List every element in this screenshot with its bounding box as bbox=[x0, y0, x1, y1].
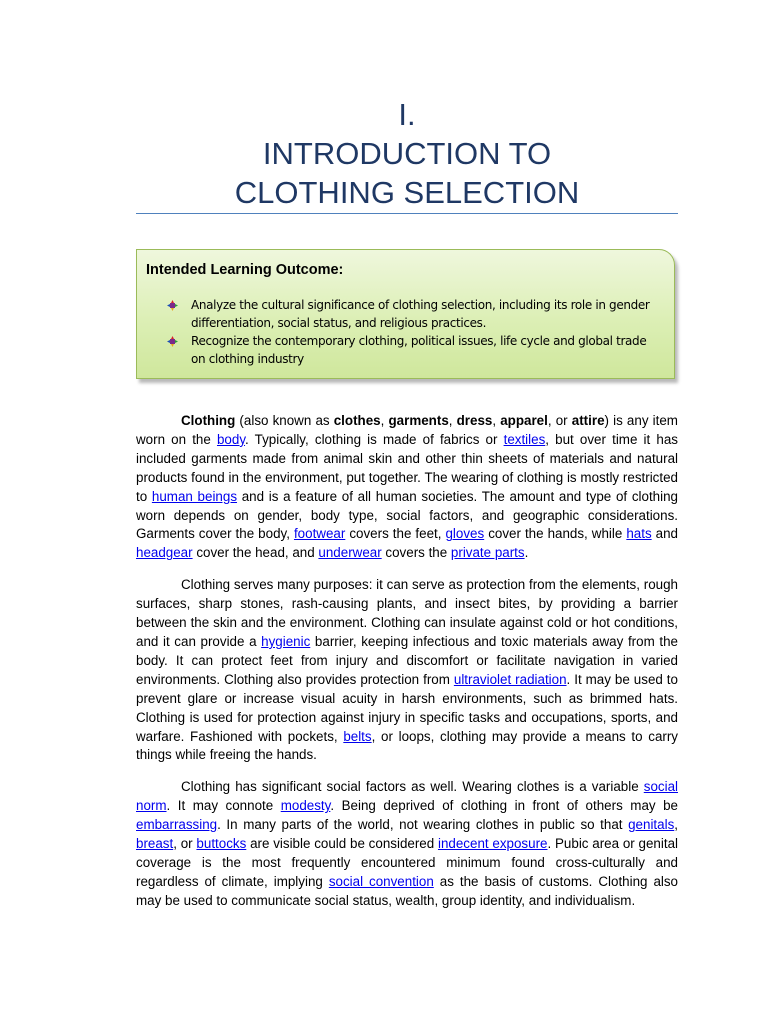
paragraph-definition bbox=[136, 412, 678, 563]
term-dress: dress bbox=[456, 413, 493, 428]
learning-outcome-heading: Intended Learning Outcome: bbox=[146, 262, 344, 278]
link-hygienic[interactable]: hygienic bbox=[261, 633, 311, 649]
title-divider bbox=[136, 213, 678, 214]
text: . Typically, clothing is made of fabrics or bbox=[245, 431, 504, 447]
text: and bbox=[651, 526, 678, 542]
link-social-norm[interactable]: social norm bbox=[136, 779, 678, 814]
text: (also known as bbox=[235, 413, 334, 428]
link-breast[interactable]: breast bbox=[136, 836, 174, 852]
term-garments: garments bbox=[388, 413, 449, 428]
arrow-bullet-icon bbox=[167, 336, 178, 347]
text: , bbox=[380, 413, 389, 428]
term-apparel: apparel bbox=[500, 413, 548, 428]
text: cover the hands, while bbox=[484, 526, 627, 542]
text: cover the head, and bbox=[192, 545, 319, 561]
link-human-beings[interactable]: human beings bbox=[151, 488, 238, 504]
term-clothing: Clothing bbox=[181, 413, 236, 428]
term-clothes: clothes bbox=[333, 413, 381, 428]
chapter-title-line-2: CLOTHING SELECTION bbox=[234, 175, 580, 210]
link-belts[interactable]: belts bbox=[343, 728, 372, 744]
body-text bbox=[136, 412, 678, 924]
link-private-parts[interactable]: private parts bbox=[450, 545, 525, 561]
link-body[interactable]: body bbox=[216, 431, 246, 447]
text: barrier, keeping infectious and toxic materials away from the body. It can protect feet from injury and discomfort or facilitate navigation in varied environments. Clothing also provides protection from bbox=[136, 633, 678, 687]
text: . Pubic area or genital coverage is the most frequently encountered minimum found cross-culturally and regardless of climate, implying bbox=[136, 836, 678, 889]
paragraph-social-factors bbox=[136, 778, 678, 910]
text: , or bbox=[547, 413, 572, 428]
link-hats[interactable]: hats bbox=[626, 526, 652, 542]
text: , bbox=[492, 413, 501, 428]
link-genitals[interactable]: genitals bbox=[628, 817, 675, 833]
chapter-number: I. bbox=[398, 97, 416, 132]
link-gloves[interactable]: gloves bbox=[445, 526, 485, 542]
text: Clothing has significant social factors as well. Wearing clothes is a variable bbox=[181, 779, 644, 795]
text: covers the bbox=[381, 545, 451, 561]
learning-outcome-item bbox=[167, 296, 663, 332]
text: . Being deprived of clothing in front of others may be bbox=[330, 798, 678, 814]
text: , bbox=[448, 413, 457, 428]
text: ) is any item worn on the bbox=[136, 413, 678, 447]
text: , but over time it has included garments made from animal skin and other thin sheets of materials and natural products found in the environment, put together. The wearing of clothing is mostly restricted to bbox=[136, 431, 678, 504]
chapter-title-line-1: INTRODUCTION TO bbox=[262, 136, 552, 171]
arrow-bullet-icon bbox=[167, 300, 178, 311]
link-footwear[interactable]: footwear bbox=[293, 526, 346, 542]
link-buttocks[interactable]: buttocks bbox=[196, 836, 247, 852]
paragraph-purposes bbox=[136, 576, 678, 765]
text: are visible could be considered bbox=[246, 836, 438, 852]
text: . It may be used to prevent glare or increase visual acuity in harsh environments, such as brimmed hats. Clothing is used for protection against injury in specific tasks and occupations, sports, and warfare. Fashioned with pockets, bbox=[136, 671, 678, 744]
link-indecent-exposure[interactable]: indecent exposure bbox=[437, 836, 548, 852]
text: covers the feet, bbox=[345, 526, 446, 542]
learning-outcome-text: Analyze the cultural significance of clothing selection, including its role in gender differentiation, social status, and religious practices. bbox=[191, 298, 650, 330]
link-underwear[interactable]: underwear bbox=[318, 545, 382, 561]
text: , bbox=[674, 817, 678, 833]
learning-outcome-box bbox=[136, 249, 675, 379]
link-modesty[interactable]: modesty bbox=[280, 798, 331, 814]
link-ultraviolet-radiation[interactable]: ultraviolet radiation bbox=[453, 671, 567, 687]
text: . In many parts of the world, not wearing clothes in public so that bbox=[217, 817, 629, 833]
text: and is a feature of all human societies. The amount and type of clothing worn depends on gender, body type, social factors, and geographic considerations. Garments cover the body, bbox=[136, 488, 679, 542]
text: Clothing serves many purposes: it can serve as protection from the elements, rough surfaces, sharp stones, rash-causing plants, and insect bites, by providing a barrier between the skin and the environment. Clothing can insulate against cold or hot conditions, and it can provide a bbox=[136, 577, 678, 649]
link-textiles[interactable]: textiles bbox=[503, 431, 546, 447]
link-social-convention[interactable]: social convention bbox=[328, 873, 434, 889]
text: , or bbox=[173, 836, 197, 852]
text: . bbox=[524, 545, 529, 561]
learning-outcome-list bbox=[167, 296, 663, 368]
learning-outcome-item bbox=[167, 332, 663, 368]
learning-outcome-text: Recognize the contemporary clothing, political issues, life cycle and global trade on clothing industry bbox=[191, 334, 647, 366]
term-attire: attire bbox=[571, 413, 605, 428]
link-headgear[interactable]: headgear bbox=[136, 545, 193, 561]
text: , or loops, clothing may provide a means to carry things while freeing the hands. bbox=[136, 728, 679, 763]
text: . It may connote bbox=[166, 798, 281, 814]
link-embarrassing[interactable]: embarrassing bbox=[136, 817, 218, 833]
text: as the basis of customs. Clothing also may be used to communicate social status, wealth, group identity, and individualism. bbox=[136, 873, 679, 908]
chapter-heading bbox=[136, 95, 678, 212]
